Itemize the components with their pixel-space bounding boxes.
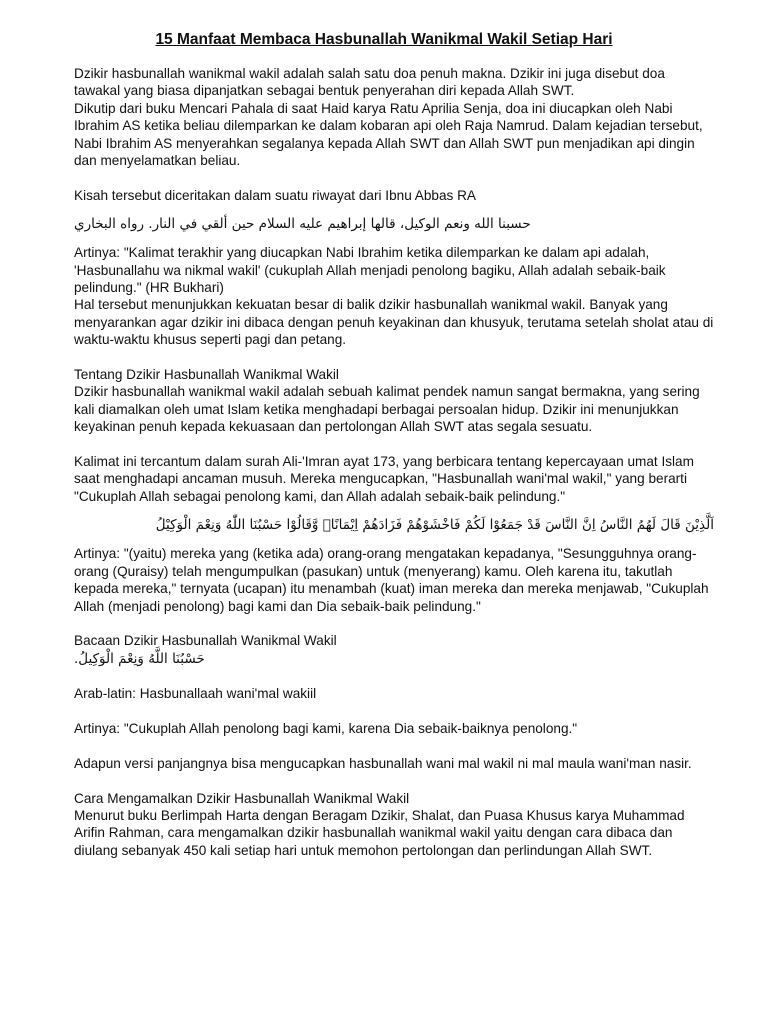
hadith-intro-paragraph: Kisah tersebut diceritakan dalam suatu riwayat dari Ibnu Abbas RA xyxy=(74,187,476,203)
long-version-paragraph: Adapun versi panjangnya bisa mengucapkan hasbunallah wani mal wakil ni mal maula wani'man nasir. xyxy=(74,755,692,771)
about-paragraph: Dzikir hasbunallah wanikmal wakil adalah sebuah kalimat pendek namun sangat bermakna, yang sering kali diamalkan oleh umat Islam ketika menghadapi berbagai persoalan hidup. Dzikir ini menunjukkan keyakinan penuh kepada kekuasaan dan pertolongan Allah SWT atas segala sesuatu. xyxy=(74,384,700,435)
latin-transliteration: Arab-latin: Hasbunallaah wani'mal wakiil xyxy=(74,686,317,702)
section-heading-recitation: Bacaan Dzikir Hasbunallah Wanikmal Wakil xyxy=(74,633,337,649)
dhikr-arabic-text: حَسْبُنَا اللَّهُ وَنِعْمَ الْوَكِيلُ. xyxy=(74,650,205,667)
hadith-translation-paragraph: Artinya: "Kalimat terakhir yang diucapkan Nabi Ibrahim ketika dilemparkan ke dalam api adalah, 'Hasbunallahu wa nikmal wakil' (cukuplah Allah menjadi penolong bagiku, Allah adalah sebaik-baik pelindung." (HR Bukhari) xyxy=(74,245,666,296)
section-heading-about: Tentang Dzikir Hasbunallah Wanikmal Wakil xyxy=(74,367,339,383)
surah-paragraph: Kalimat ini tercantum dalam surah Ali-'Imran ayat 173, yang berbicara tentang kepercayaan umat Islam saat menghadapi ancaman musuh. Mereka mengucapkan, "Hasbunallah wani'mal wakil," yang berarti "Cukuplah Allah sebagai penolong kami, dan Allah adalah sebaik-baik pelindung." xyxy=(74,454,694,504)
document-body xyxy=(74,65,714,859)
source-paragraph: Dikutip dari buku Mencari Pahala di saat Haid karya Ratu Aprilia Senja, doa ini diucapkan oleh Nabi Ibrahim AS ketika beliau dilemparkan ke dalam kobaran api oleh Raja Namrud. Dalam kejadian tersebut, Nabi Ibrahim AS menyerahkan segalanya kepada Allah SWT dan Allah SWT pun menjadikan api dingin dan menyelamatkan beliau. xyxy=(74,100,703,169)
surah-arabic-text: اَلَّذِيْنَ قَالَ لَهُمُ النَّاسُ اِنَّ النَّاسَ قَدْ جَمَعُوْا لَكُمْ فَاخْشَوْهُمْ فَزَادَهُمْ اِيْمَانًاۖ وَّقَالُوْا حَسْبُنَا اللّٰهُ وَنِعْمَ الْوَكِيْلُ xyxy=(155,517,714,534)
intro-paragraph: Dzikir hasbunallah wanikmal wakil adalah salah satu doa penuh makna. Dzikir ini juga disebut doa tawakal yang biasa dipanjatkan sebagai bentuk penyerahan diri kepada Allah SWT. xyxy=(74,66,665,99)
dhikr-translation: Artinya: "Cukuplah Allah penolong bagi kami, karena Dia sebaik-baiknya penolong." xyxy=(74,720,578,736)
hadith-arabic-text: حسبنا الله ونعم الوكيل، قالها إبراهيم عليه السلام حين ألقي في النار. رواه البخاري xyxy=(74,216,531,233)
practice-paragraph: Menurut buku Berlimpah Harta dengan Beragam Dzikir, Shalat, dan Puasa Khusus karya Muhammad Arifin Rahman, cara mengamalkan dzikir hasbunallah wanikmal wakil yaitu dengan cara dibaca dan diulang sebanyak 450 kali setiap hari untuk memohon pertolongan dan perlindungan Allah SWT. xyxy=(74,807,685,858)
strength-paragraph: Hal tersebut menunjukkan kekuatan besar di balik dzikir hasbunallah wanikmal wakil. Banyak yang menyarankan agar dzikir ini dibaca dengan penuh keyakinan dan khusyuk, terutama setelah sholat atau di waktu-waktu khusus seperti pagi dan petang. xyxy=(74,297,714,348)
section-heading-practice: Cara Mengamalkan Dzikir Hasbunallah Wanikmal Wakil xyxy=(74,790,410,806)
document-title: 15 Manfaat Membaca Hasbunallah Wanikmal Wakil Setiap Hari xyxy=(155,31,613,48)
surah-translation-paragraph: Artinya: "(yaitu) mereka yang (ketika ada) orang-orang mengatakan kepadanya, "Sesungguhnya orang-orang (Quraisy) telah mengumpulkan (pasukan) untuk (menyerang) kamu. Oleh karena itu, takutlah kepada mereka," ternyata (ucapan) itu menambah (kuat) iman mereka dan mereka menjawab, "Cukuplah Allah (menjadi penolong) bagi kami dan Dia sebaik-baik pelindung." xyxy=(74,546,709,614)
